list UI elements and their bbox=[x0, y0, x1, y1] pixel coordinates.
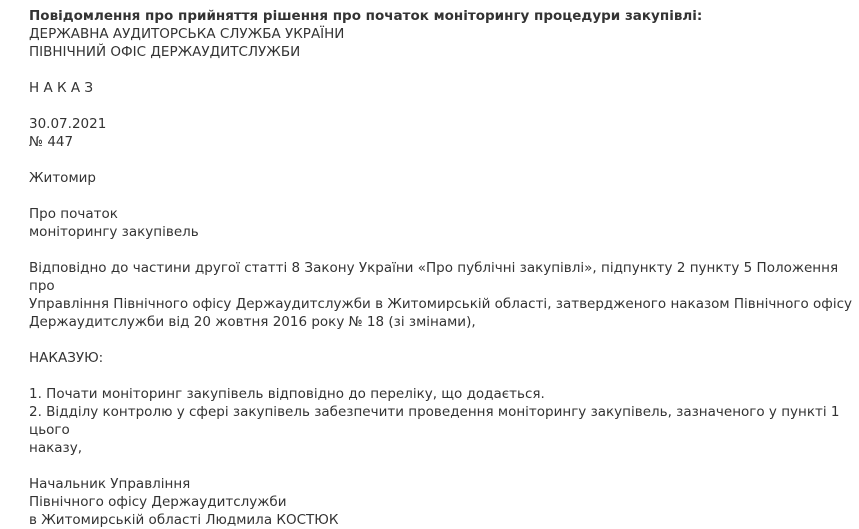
order-city: Житомир bbox=[29, 170, 96, 186]
spacer bbox=[29, 367, 859, 385]
order-keyword: НАКАЗУЮ: bbox=[29, 350, 104, 366]
spacer bbox=[29, 331, 859, 349]
office-name: ПІВНІЧНИЙ ОФІС ДЕРЖАУДИТСЛУЖБИ bbox=[29, 44, 301, 60]
legal-basis-line-2: Управління Північного офісу Держаудитслужби в Житомирській області, затвердженого наказом Північного офісу bbox=[29, 296, 852, 312]
order-title: Н А К А З bbox=[29, 80, 94, 96]
order-number: № 447 bbox=[29, 134, 74, 150]
order-item-2-line-2: наказу, bbox=[29, 440, 82, 456]
order-subject-line-1: Про початок bbox=[29, 206, 118, 222]
signer-position-line-2: Північного офісу Держаудитслужби bbox=[29, 494, 287, 510]
spacer bbox=[29, 241, 859, 259]
order-item-2-line-1: 2. Відділу контролю у сфері закупівель забезпечити проведення моніторингу закупівель, зазначеного у пункті 1 цього bbox=[29, 404, 844, 438]
notice-heading: Повідомлення про прийняття рішення про початок моніторингу процедури закупівлі: bbox=[29, 8, 703, 24]
signer-position-line-1: Начальник Управління bbox=[29, 476, 191, 492]
order-subject-line-2: моніторингу закупівель bbox=[29, 224, 199, 240]
spacer bbox=[29, 61, 859, 79]
spacer bbox=[29, 187, 859, 205]
spacer bbox=[29, 151, 859, 169]
spacer bbox=[29, 97, 859, 115]
order-date: 30.07.2021 bbox=[29, 116, 107, 132]
organization-name: ДЕРЖАВНА АУДИТОРСЬКА СЛУЖБА УКРАЇНИ bbox=[29, 26, 345, 42]
spacer bbox=[29, 457, 859, 475]
legal-basis-line-3: Держаудитслужби від 20 жовтня 2016 року № 18 (зі змінами), bbox=[29, 314, 476, 330]
legal-basis-line-1: Відповідно до частини другої статті 8 Закону України «Про публічні закупівлі», підпункту 2 пункту 5 Положення про bbox=[29, 260, 843, 294]
order-item-1: 1. Почати моніторинг закупівель відповідно до переліку, що додається. bbox=[29, 386, 545, 402]
signer-name-line: в Житомирській області Людмила КОСТЮК bbox=[29, 512, 339, 528]
